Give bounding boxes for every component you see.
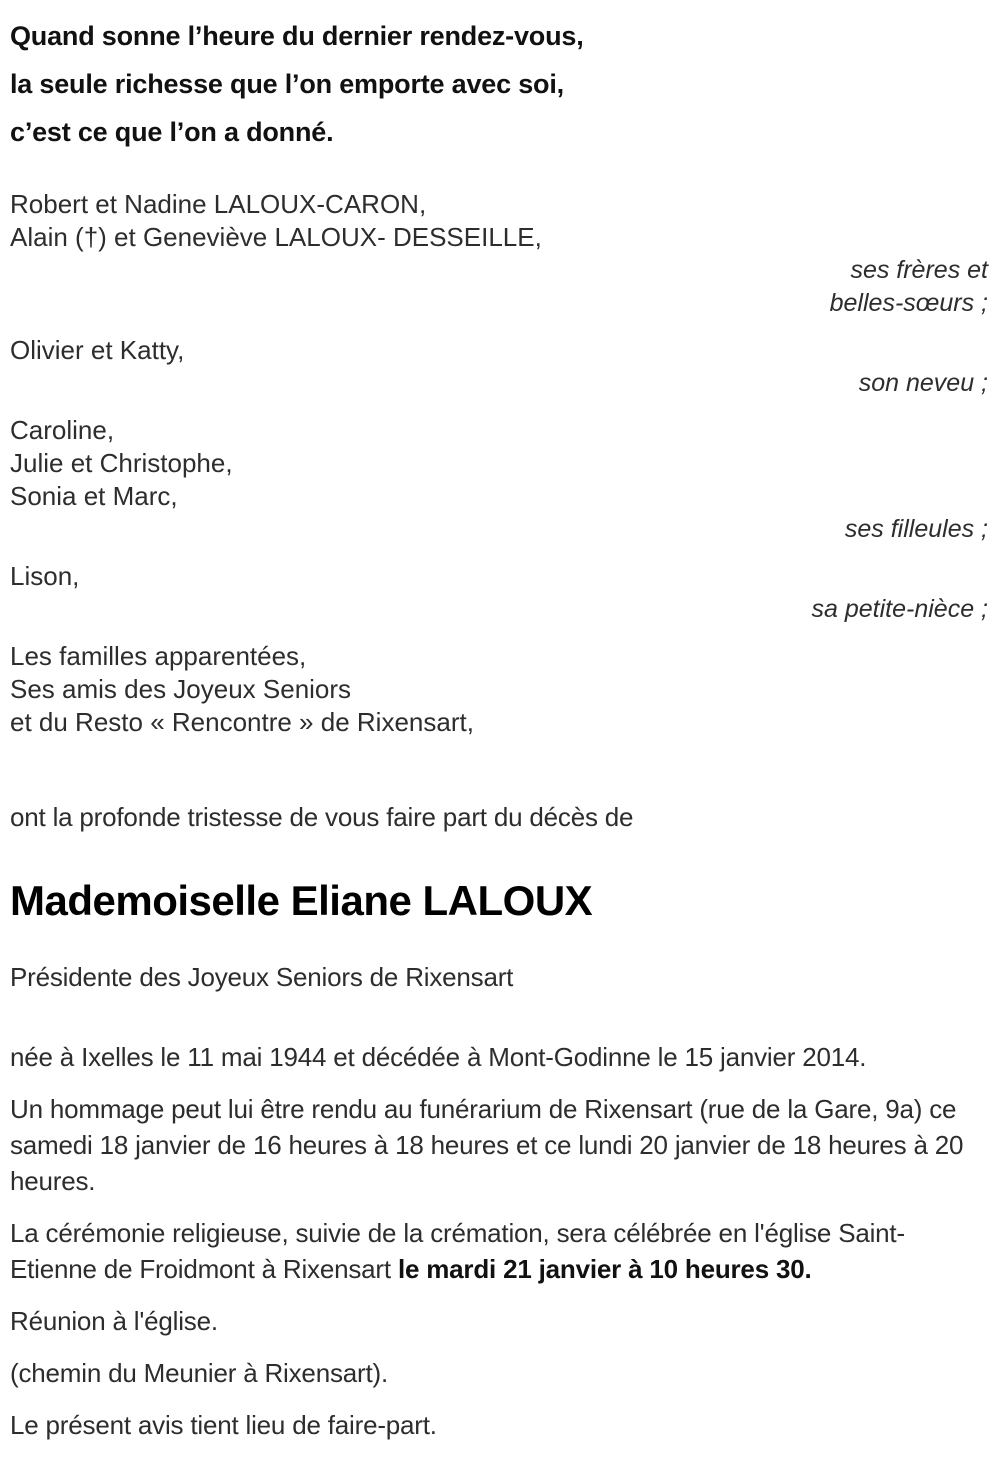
family-member: Alain (†) et Geneviève LALOUX- DESSEILLE, — [10, 222, 542, 252]
relation-label: sa petite-nièce ; — [811, 595, 988, 623]
family-list — [10, 188, 988, 739]
ceremony-text: La cérémonie religieuse, suivie de la crémation, sera célébrée en l'église Saint-Etienne de Froidmont à Rixensart — [10, 1218, 905, 1284]
relation-label: ses frères et — [850, 256, 988, 284]
relation-label: belles-sœurs ; — [829, 289, 988, 317]
address-line: (chemin du Meunier à Rixensart). — [10, 1358, 388, 1388]
family-member: Lison, — [10, 561, 80, 591]
relation-label: son neveu ; — [858, 369, 988, 397]
ceremony-date-bold: le mardi 21 janvier à 10 heures 30. — [397, 1254, 812, 1284]
family-member: Ses amis des Joyeux Seniors — [10, 674, 352, 704]
relation-label: ses filleules ; — [844, 515, 988, 543]
family-member: Julie et Christophe, — [10, 448, 233, 478]
family-member: Caroline, — [10, 415, 115, 445]
announcement-intro: ont la profonde tristesse de vous faire part du décès de — [10, 802, 634, 832]
opening-quote — [10, 12, 988, 156]
family-member: Olivier et Katty, — [10, 335, 185, 365]
quote-line-1: Quand sonne l’heure du dernier rendez-vous, — [10, 21, 584, 51]
deceased-title: Présidente des Joyeux Seniors de Rixensart — [10, 962, 514, 992]
birth-death-line: née à Ixelles le 11 mai 1944 et décédée à Mont-Godinne le 15 janvier 2014. — [10, 1042, 867, 1072]
family-member: et du Resto « Rencontre » de Rixensart, — [10, 707, 474, 737]
quote-line-3: c’est ce que l’on a donné. — [10, 117, 334, 147]
ceremony-paragraph — [10, 1215, 988, 1287]
family-member: Sonia et Marc, — [10, 481, 178, 511]
deceased-name: Mademoiselle Eliane LALOUX — [10, 877, 593, 924]
family-member: Les familles apparentées, — [10, 641, 307, 671]
family-member: Robert et Nadine LALOUX-CARON, — [10, 189, 427, 219]
meeting-line: Réunion à l'église. — [10, 1306, 218, 1336]
quote-line-2: la seule richesse que l’on emporte avec soi, — [10, 69, 564, 99]
legal-notice: Le présent avis tient lieu de faire-part. — [10, 1410, 437, 1440]
homage-paragraph: Un hommage peut lui être rendu au funérarium de Rixensart (rue de la Gare, 9a) ce samedi 18 janvier de 16 heures à 18 heures et ce lundi 20 janvier de 18 heures à 20 heures. — [10, 1094, 964, 1196]
